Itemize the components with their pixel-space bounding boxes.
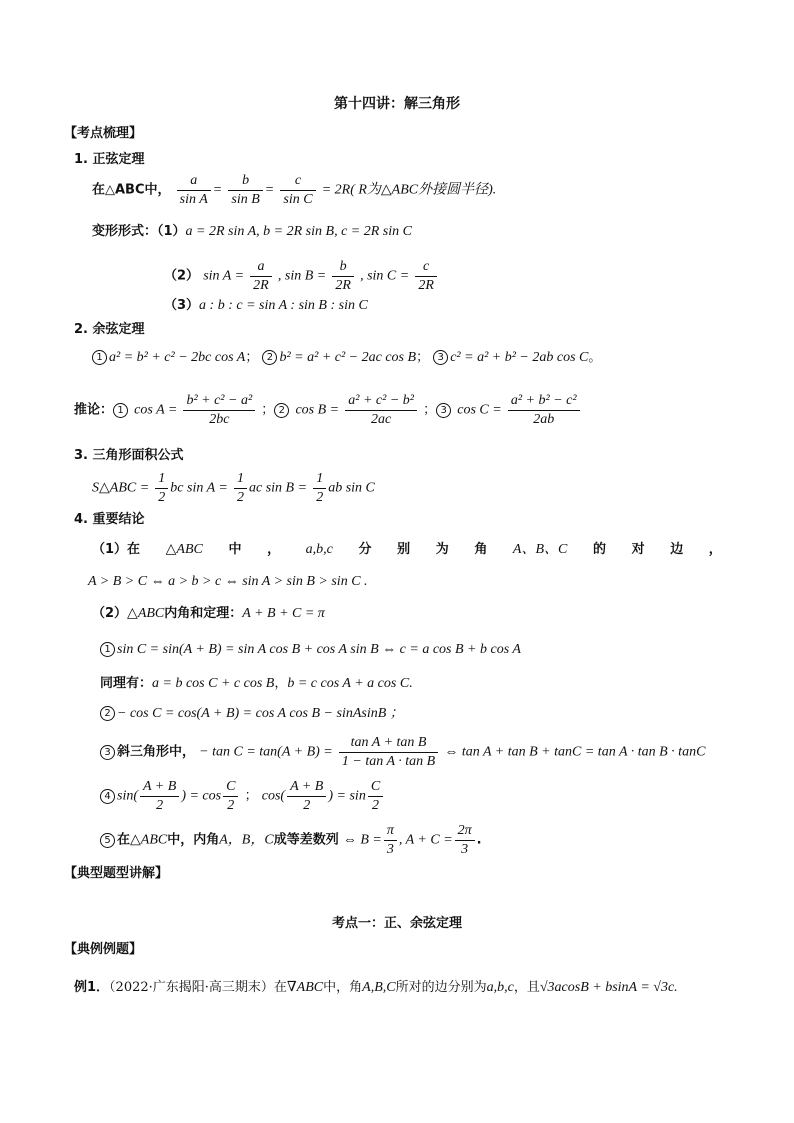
separator: ； [261,402,275,418]
conclusion-2-text: 内角和定理： [164,606,243,621]
period: . [674,980,678,995]
area-term-1: bc sin A = [170,480,228,496]
same-reason-line [100,676,413,693]
equals-sign: = [212,182,223,198]
conclusion-1-text: 为 [435,542,449,557]
form2-sinC: , sin C = [360,268,410,284]
conclusion-2-2-eq: − cos C = cos(A + B) = cos A cos B − sinAsinB ； [117,706,404,721]
example-1-text: 中，角 [323,980,363,995]
denominator: sin A [179,191,208,207]
fraction-cosA [183,392,255,428]
fraction-c-half [368,778,383,814]
denominator: 3 [386,841,394,857]
denominator: 2R [335,277,351,293]
conclusion-1-text: 边 [670,542,684,557]
separator: ； [244,788,258,804]
numerator: a [177,172,211,191]
conclusion-1-text: 别 [397,542,411,557]
variant-forms-label: 变形形式：（1） [92,224,186,239]
fraction-c-2R [415,258,437,294]
numerator: a² + c² − b² [345,392,417,411]
sides-abc: a,b,c [305,542,333,557]
numerator: 1 [313,470,326,489]
conclusion-2-3 [100,734,705,770]
fraction-c-half [223,778,238,814]
fraction-c-sinC [280,172,315,208]
denominator: 1 − tan A · tan B [341,753,436,769]
circled-number-1: 1 [92,350,107,365]
numerator: b² + c² − a² [183,392,255,411]
conclusion-1-text: （1）在 [92,542,141,557]
conclusion-1-line-2: A > B > C ⇔ a > b > c ⇔ sin A > sin B > sin C . [88,574,368,589]
fraction-tan-sum [339,734,438,770]
sine-law-formula [92,172,496,208]
form2-sinB: , sin B = [277,268,327,284]
triangle-abc: △ABC [127,606,165,621]
sine-law-intro: 在△ABC中， [92,182,171,198]
circled-number-1: 1 [113,403,128,418]
numerator: c [280,172,315,191]
circled-number-2: 2 [274,403,289,418]
circled-number-3: 3 [433,350,448,365]
angles-abc: A,B,C [362,980,396,995]
conclusion-2-4 [100,778,385,814]
denominator: 2 [372,797,379,813]
conclusion-1-text: 中 [228,542,242,557]
tan-right: ⇔ tan A + tan B + tanC = tan A · tan B · tanC [444,744,706,760]
half-angle-eq: ) = sin [328,788,366,804]
c5-eq: ⇔ B = [342,832,382,848]
sides-abc: a,b,c [486,980,514,995]
period: . [476,832,482,848]
corollary-cosC: cos C = [457,402,502,418]
c5-text: 在 [117,832,131,848]
conclusion-1-text: ， [708,542,722,557]
fraction-a-sinA [177,172,211,208]
separator: ， [274,676,288,691]
separator: ； [423,402,437,418]
heading-cosine-law: 2. 余弦定理 [74,322,145,337]
numerator: π [384,822,397,841]
tan-left: − tan C = tan(A + B) = [199,744,333,760]
heading-sine-law: 1. 正弦定理 [74,152,145,167]
same-reason-label: 同理有： [100,676,153,691]
fraction-half [313,470,326,506]
fraction-half [234,470,247,506]
half-angle-sin: sin( [117,788,138,804]
period: . [409,676,413,691]
fraction-cosC [508,392,580,428]
fraction-b-2R [332,258,354,294]
denominator: 2R [418,277,434,293]
denominator: 2bc [209,411,230,427]
cosine-law-2: b² = a² + c² − 2ac cos B [279,350,417,365]
page-title: 第十四讲：解三角形 [334,96,460,112]
area-term-2: ac sin B = [248,480,308,496]
variant-form-3-label: （3） [164,298,200,313]
numerator: A + B [140,778,179,797]
triangle-abc: △ABC [165,542,203,557]
half-angle-eq: ) = cos [181,788,222,804]
variant-form-3 [164,298,368,315]
conclusion-1-text: 分 [358,542,372,557]
conclusion-1-text: 角 [474,542,488,557]
corollary-cosA: cos A = [134,402,178,418]
circled-number-2: 2 [262,350,277,365]
circled-number-1: 1 [100,642,115,657]
same-reason-eq-1: a = b cos C + c cos B [152,676,275,691]
fraction-b-sinB [228,172,262,208]
c5-text: 中，内角 [167,832,220,848]
conclusion-2-1-eq: sin C = sin(A + B) = sin A cos B + cos A sin B ⇔ c = a cos B + b cos A [117,642,521,657]
fraction-2pi-3 [455,822,475,858]
numerator: tan A + tan B [339,734,438,753]
numerator: C [223,778,238,797]
section-heading-examples: 【典型题型讲解】 [64,866,169,881]
variant-form-2 [164,258,439,294]
separator: ； [416,350,430,365]
variant-form-1 [92,224,412,241]
cosine-law-3: c² = a² + b² − 2ab cos C [450,350,589,365]
area-formula [92,470,375,506]
kaodian-heading: 考点一：正、余弦定理 [331,916,462,931]
half-angle-cos: cos( [261,788,286,804]
end-mark: 。 [588,350,602,365]
corollary-line [74,392,582,428]
numerator: C [368,778,383,797]
denominator: sin C [283,191,313,207]
conclusion-2-1 [100,642,521,659]
area-term-3: ab sin C [328,480,375,496]
equals-sign: = [264,182,275,198]
denominator: 2 [316,489,324,505]
denominator: 2 [236,489,244,505]
conclusion-2-2 [100,706,404,723]
fraction-a-2R [250,258,272,294]
example-1-source: （2022·广东揭阳·高三期末）在 [109,980,287,995]
area-symbol: S△ABC = [92,480,150,496]
circled-number-4: 4 [100,789,115,804]
triangle-abc: △ABC [130,832,168,848]
angles-abc: A、B、C [512,542,568,557]
denominator: 2 [227,797,235,813]
example-1-equation: √3acosB + bsinA = √3c [539,980,675,995]
form2-sinA: sin A = [203,268,245,284]
numerator: b [332,258,354,277]
circled-number-2: 2 [100,706,115,721]
same-reason-eq-2: b = c cos A + a cos C [287,676,410,691]
numerator: 1 [234,470,247,489]
corollary-cosB: cos B = [295,402,340,418]
numerator: 2π [455,822,475,841]
fraction-half-angle [140,778,179,814]
denominator: 2ab [533,411,555,427]
angles-abc: A，B，C [219,832,274,848]
denominator: 2 [303,797,311,813]
angle-sum-eq: A + B + C = π [242,606,325,621]
fraction-cosB [345,392,417,428]
variant-form-3-eq: a : b : c = sin A : sin B : sin C [199,298,368,313]
triangle-abc: ∇ABC [286,980,324,995]
denominator: 2R [253,277,269,293]
cosine-law-1: a² = b² + c² − 2bc cos A [109,350,246,365]
separator: ； [245,350,259,365]
example-1-text: 所对的边分别为 [395,980,487,995]
numerator: a [250,258,272,277]
variant-form-1-eq: a = 2R sin A, b = 2R sin B, c = 2R sin C [185,224,412,239]
c5-eq-2: , A + C = [398,832,453,848]
corollary-label: 推论： [74,402,114,418]
circled-number-5: 5 [100,833,115,848]
denominator: 3 [461,841,469,857]
conclusion-1-text: ， [267,542,281,557]
cosine-law-formulas [92,350,601,367]
example-1 [74,980,678,997]
c5-text: 成等差数列 [273,832,339,848]
numerator: c [415,258,437,277]
fraction-half-angle [287,778,326,814]
numerator: 1 [155,470,168,489]
denominator: 2 [158,489,166,505]
conclusion-1-line-1 [92,542,722,559]
conclusion-2-label: （2） [92,606,128,621]
numerator: A + B [287,778,326,797]
conclusion-1-text: 对 [631,542,645,557]
conclusion-1-text: 的 [592,542,606,557]
heading-area-formula: 3. 三角形面积公式 [74,448,184,463]
example-1-text: ，且 [513,980,540,995]
fraction-half [155,470,168,506]
circled-number-3: 3 [436,403,451,418]
oblique-triangle-text: 斜三角形中， [117,744,196,760]
example-1-label: 例1． [74,980,110,995]
circled-number-3: 3 [100,745,115,760]
typical-examples-heading: 【典例例题】 [64,942,143,957]
sine-law-rhs: = 2R( R为△ABC外接圆半径). [321,182,497,198]
heading-important-conclusions: 4. 重要结论 [74,512,145,527]
numerator: a² + b² − c² [508,392,580,411]
conclusion-2 [92,606,325,623]
conclusion-2-5 [100,822,482,858]
variant-form-2-label: （2） [164,268,200,284]
fraction-pi-3 [384,822,397,858]
numerator: b [228,172,262,191]
denominator: 2ac [371,411,392,427]
denominator: sin B [231,191,260,207]
denominator: 2 [156,797,164,813]
section-heading-review: 【考点梳理】 [64,126,143,141]
